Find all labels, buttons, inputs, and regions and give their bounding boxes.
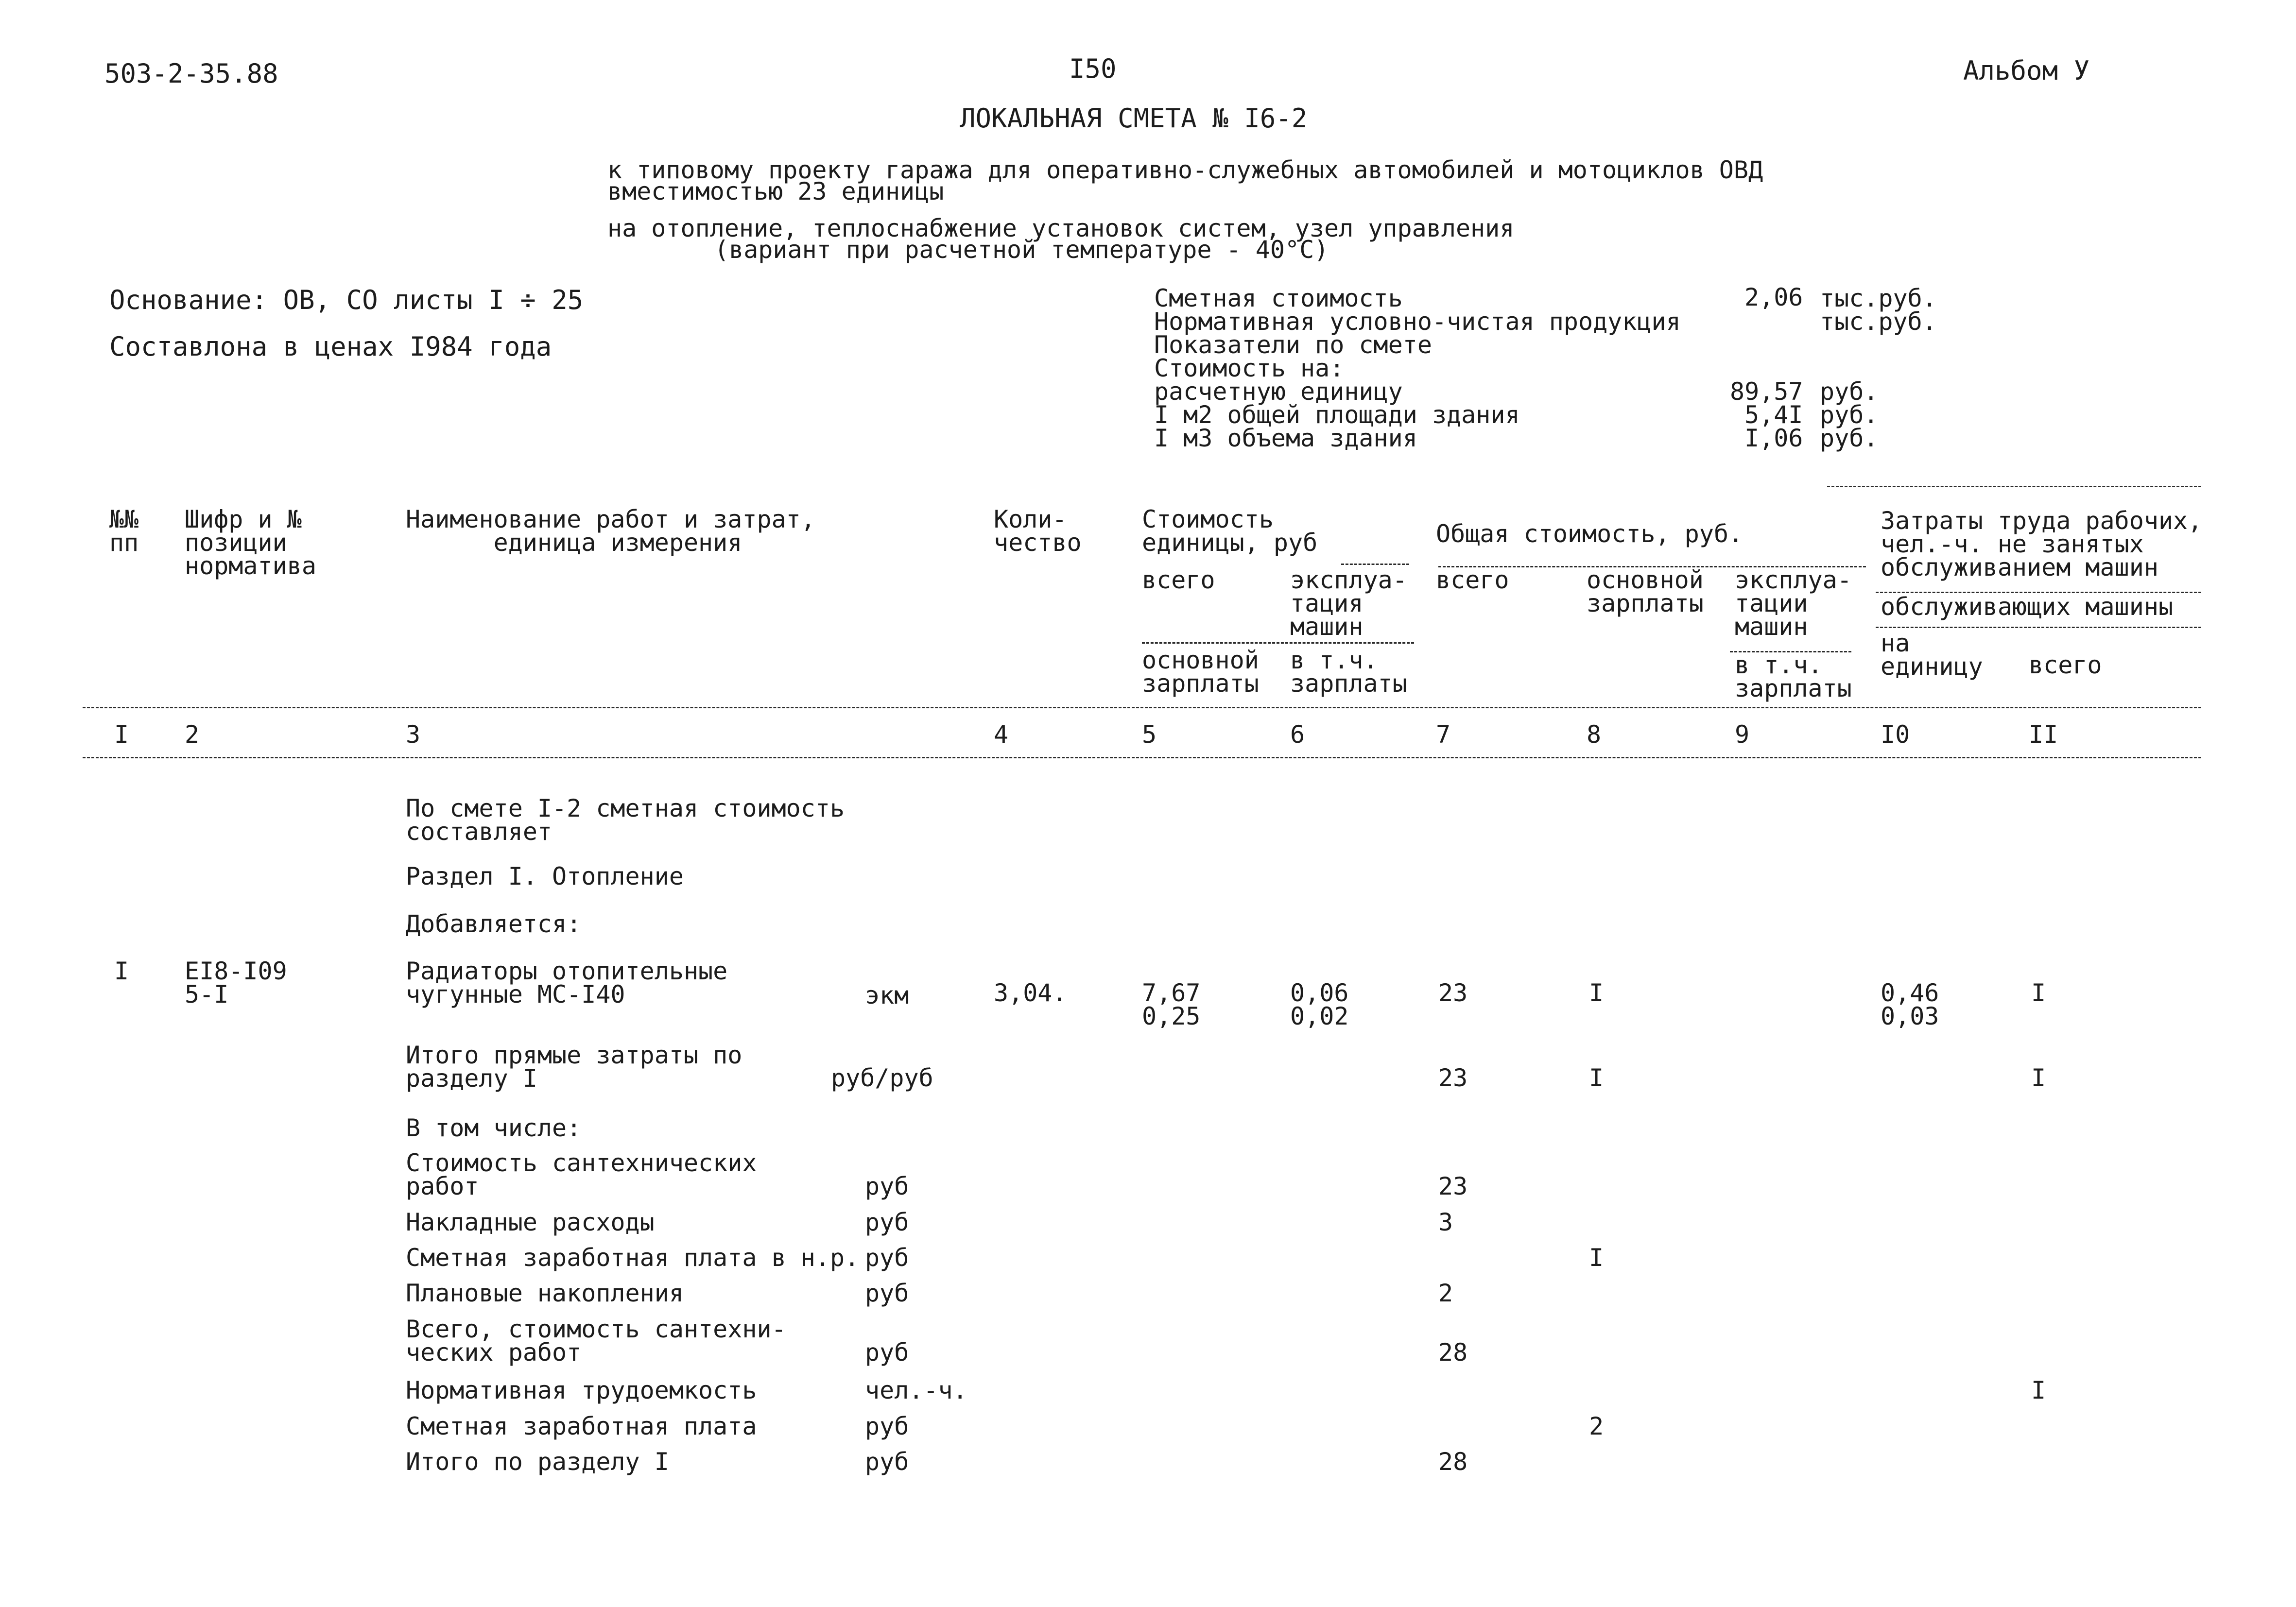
column-number: II [2029,720,2058,749]
reference-line: По смете I-2 сметная стоимость составляет [406,794,845,846]
row-unit: руб [865,1448,909,1476]
row-name: Сметная заработная плата [406,1412,757,1440]
column-number: 7 [1436,720,1451,749]
summary-unit: тыс.руб. [1820,308,1937,336]
col-code-header: Шифр и № позиции норматива [185,505,316,580]
header-bottom-rule [83,707,2201,708]
item-wages: I [1589,979,1604,1007]
including-label: В том числе: [406,1114,582,1142]
section-title: Раздел I. Отопление [406,862,684,890]
labor-per-unit-header: на единицу [1881,629,1983,681]
row-name: Всего, стоимость сантехни- ческих работ [406,1315,786,1367]
row-unit: руб [865,1338,909,1367]
row-total: 28 [1438,1448,1468,1476]
labor-header: Затраты труда рабочих, чел.-ч. не занятых обслуживанием машин [1881,507,2203,581]
unit-incl-wages-header: в т.ч. зарплаты [1290,646,1407,698]
unit-wages-header: основной зарплаты [1142,646,1259,698]
document-code: 503-2-35.88 [104,58,278,89]
unit-cost-header: Стоимость единицы, руб [1142,505,1318,557]
added-label: Добавляется: [406,910,582,938]
direct-wages: I [1589,1064,1604,1092]
summary-label: Сметная стоимость [1154,284,1403,312]
album-label: Альбом У [1963,55,2090,86]
summary-value: 5,4I [1744,401,1803,429]
row-name: Сметная заработная плата в н.р. [406,1244,860,1272]
row-name: Нормативная трудоемкость [406,1376,757,1404]
summary-unit: руб. [1820,377,1879,406]
item-name: Радиаторы отопительные чугунные МС-I40 [406,957,728,1009]
prices-text: Составлона в ценах I984 года [109,331,552,362]
total-wages-header: основной зарплаты [1587,566,1704,617]
unit-cost-rule [1341,564,1409,565]
column-number: 9 [1735,720,1750,749]
item-unit-total: 7,67 0,25 [1142,979,1201,1030]
row-unit: руб [865,1172,909,1200]
column-number: 4 [994,720,1009,749]
row-name: Итого по разделу I [406,1448,669,1476]
labor-total-header: всего [2029,651,2102,679]
summary-label: I м2 общей площади здания [1154,401,1520,429]
subtitle-line-2: вместимостью 23 единицы [607,177,944,205]
row-name: Стоимость сантехнических работ [406,1149,757,1200]
subtitle-line-3: на отопление, теплоснабжение установок систем, узел управления [607,214,1515,242]
summary-label: I м3 объема здания [1154,424,1417,452]
column-number: 6 [1290,720,1305,749]
row-unit: чел.-ч. [865,1376,967,1404]
row-labor: I [2031,1376,2046,1404]
row-total: 3 [1438,1208,1453,1236]
col-qty-header: Коли- чество [994,505,1082,557]
row-total: 2 [1438,1279,1453,1307]
column-number: 2 [185,720,200,749]
direct-total: 23 [1438,1064,1468,1092]
document-title: ЛОКАЛЬНАЯ СМЕТА № I6-2 [960,103,1308,134]
col-name-header: Наименование работ и затрат, единица измерения [406,505,815,557]
unit-machines-header: эксплуа- тация машин [1290,566,1407,641]
item-num: I [114,957,129,985]
row-unit: руб [865,1279,909,1307]
row-total: 28 [1438,1338,1468,1367]
unit-total-header: всего [1142,566,1215,594]
column-number: 8 [1587,720,1602,749]
summary-unit: тыс.руб. [1820,284,1937,312]
summary-label: расчетную единицу [1154,377,1403,406]
item-labor-unit: 0,46 0,03 [1881,979,1939,1030]
summary-unit: руб. [1820,424,1879,452]
row-total: 23 [1438,1172,1468,1200]
unit-cost-rule-2 [1142,642,1414,644]
row-name: Плановые накопления [406,1279,684,1307]
item-unit-machines: 0,06 0,02 [1290,979,1349,1030]
labor-rule-2 [1876,627,2201,628]
item-unit: экм [865,981,909,1009]
row-unit: руб [865,1244,909,1272]
page-number: I50 [1069,53,1117,84]
subtitle-line-1: к типовому проекту гаража для оперативно-служебных автомобилей и мотоциклов ОВД [607,156,1763,184]
subtitle-line-4: (вариант при расчетной температуре - 40°С) [714,236,1329,264]
row-unit: руб [865,1412,909,1440]
summary-unit: руб. [1820,401,1879,429]
direct-name: Итого прямые затраты по разделу I [406,1041,742,1093]
summary-value: 89,57 [1730,377,1803,406]
item-qty: 3,04. [994,979,1067,1007]
item-code: EI8-I09 5-I [185,957,287,1009]
direct-labor-total: I [2031,1064,2046,1092]
column-number: 5 [1142,720,1157,749]
row-wages: 2 [1589,1412,1604,1440]
column-number: 3 [406,720,421,749]
numbers-bottom-rule [83,757,2201,758]
basis-text: Основание: ОВ, СО листы I ÷ 25 [109,285,584,315]
row-wages: I [1589,1244,1604,1272]
item-labor-total: I [2031,979,2046,1007]
total-all-header: всего [1436,566,1509,594]
total-cost-header: Общая стоимость, руб. [1436,520,1744,548]
col-num-header: №№ пп [109,505,139,557]
total-incl-wages-header: в т.ч. зарплаты [1735,651,1852,702]
summary-label: Нормативная условно-чистая продукция [1154,308,1681,336]
item-total: 23 [1438,979,1468,1007]
labor-machines-header: обслуживающих машины [1881,593,2174,621]
row-name: Накладные расходы [406,1208,655,1236]
row-unit: руб [865,1208,909,1236]
summary-value: 2,06 [1744,283,1803,311]
direct-unit: руб/руб [831,1064,933,1092]
summary-value: I,06 [1744,424,1803,452]
summary-label: Показатели по смете [1154,331,1432,359]
column-number: I [114,720,129,749]
summary-label: Стоимость на: [1154,354,1345,382]
column-number: I0 [1881,720,1910,749]
table-top-rule [1827,486,2201,487]
total-machines-header: эксплуа- тации машин [1735,566,1852,641]
